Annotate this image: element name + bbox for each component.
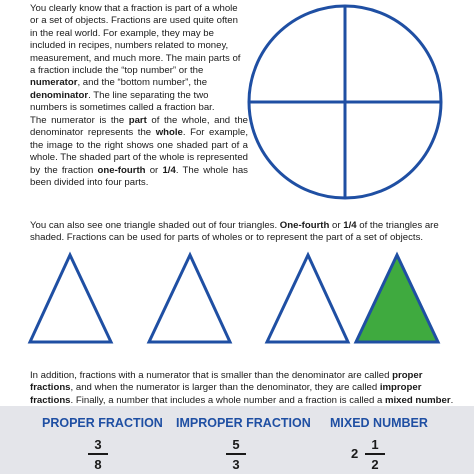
proper-fraction-bar [88,453,108,455]
proper-fraction-heading: PROPER FRACTION [42,416,163,430]
part-whole-paragraph: The numerator is the part of the whole, and the denominator represents the whole. For example, the image to the right shows one shaded part of a whole. The shaded part of the whole is represented by the fraction one-fourth or 1/4. The whole has been divided into four parts. [30,115,248,189]
mixed-fraction-bar [365,453,385,455]
triangle-4-shaded [356,255,438,342]
proper-fraction-example [88,437,108,472]
triangle-1 [30,255,111,342]
improper-fraction-heading: IMPROPER FRACTION [176,416,311,430]
mixed-whole-number: 2 [351,446,359,461]
triangle-2 [149,255,230,342]
improper-fraction-example [226,437,246,472]
mixed-number-example [365,437,385,472]
intro-paragraph: You clearly know that a fraction is part of a whole or a set of objects. Fractions are used quite often in the real world. For example, they may be included in recipes, numbers related to money, measurement, and much more. The main parts of a fraction include the “top number” or the numerator, and the “bottom number”, the denominator. The line separating the two numbers is sometimes called a fraction bar. [30,3,241,114]
proper-numerator: 3 [94,437,102,452]
improper-denominator: 3 [232,456,240,472]
triangle-3 [267,255,348,342]
fraction-circle-diagram [240,0,474,216]
mixed-denominator: 2 [371,456,379,472]
proper-denominator: 8 [94,456,102,472]
triangles-diagram [0,248,474,348]
triangles-paragraph: You can also see one triangle shaded out of four triangles. One-fourth or 1/4 of the triangles are shaded. Fractions can be used for parts of wholes or to represent the part of a set of objects. [30,220,439,244]
fraction-types-paragraph: In addition, fractions with a numerator that is smaller than the denominator are called proper fractions, and when the numerator is larger than the denominator, they are called improper fractions. Finally, a number that includes a whole number and a fraction is called a mixed number. [30,370,454,406]
improper-fraction-bar [226,453,246,455]
mixed-number-heading: MIXED NUMBER [330,416,428,430]
improper-numerator: 5 [232,437,240,452]
mixed-numerator: 1 [371,437,379,452]
